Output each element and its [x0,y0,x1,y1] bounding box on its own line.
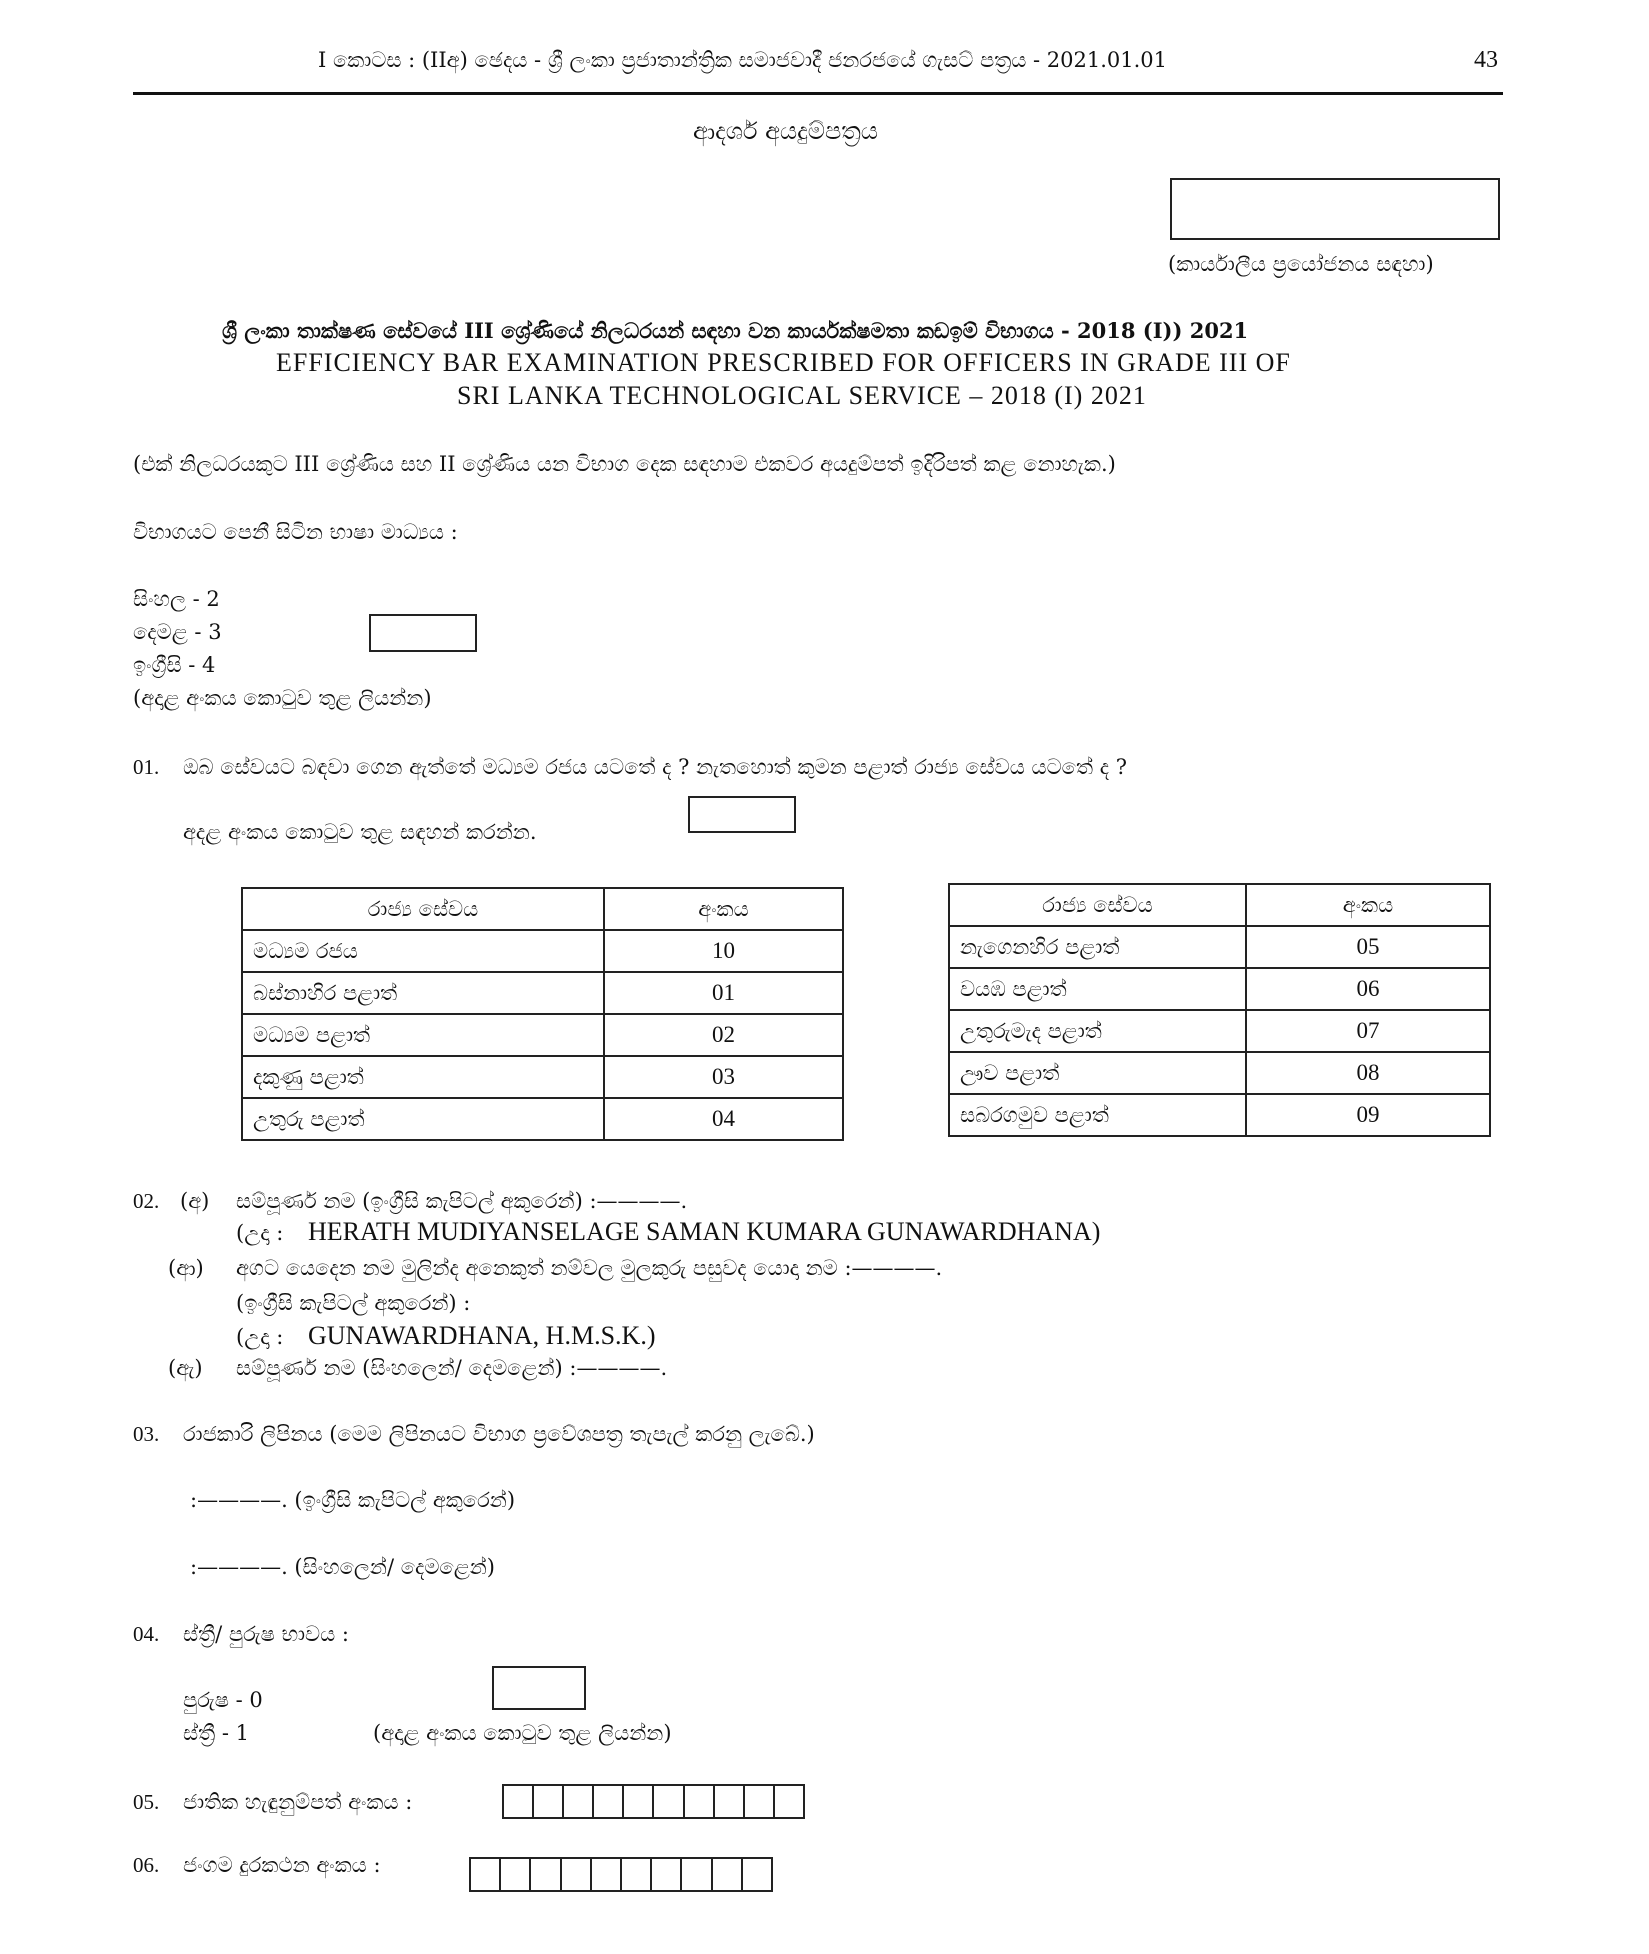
digit-cell[interactable] [685,1786,715,1817]
digit-cell[interactable] [775,1786,803,1817]
digit-cell[interactable] [624,1786,654,1817]
medium-label: විභාගයට පෙනී සිටින භාෂා මාධ්‍යය : [133,520,458,544]
table-header-code: අංකය [1246,884,1490,926]
q02c-marker: (ඇ) [168,1356,203,1380]
table-header-row [242,888,843,930]
service-name: දකුණු පළාත් [242,1056,604,1098]
running-title: I කොටස : (IIඅ) ඡෙදය - ශ්‍රී ලංකා ප්‍රජාතාන්ත්‍රික සමාජවාදී ජනරජයේ ගැසට් පත්‍රය - 2021.01.01 [318,48,1168,72]
service-name: උතුරු පළාත් [242,1098,604,1140]
table-row [242,972,843,1014]
service-code: 10 [604,930,843,972]
service-code: 02 [604,1014,843,1056]
medium-instruction: (අදාළ අංකය කොටුව තුළ ලියන්න) [133,686,432,710]
service-name: මධ්‍යම රජය [242,930,604,972]
digit-cell[interactable] [531,1859,561,1890]
service-name: ඌව පළාත් [949,1052,1246,1094]
digit-cell[interactable] [471,1859,501,1890]
q03-line-sinhala: :————. (සිංහලෙන්/ දෙමළෙන්) [190,1555,495,1579]
table-row [242,1056,843,1098]
service-code: 05 [1246,926,1490,968]
digit-cell[interactable] [564,1786,594,1817]
service-name: උතුරුමැද පළාත් [949,1010,1246,1052]
digit-cell[interactable] [504,1786,534,1817]
digit-cell[interactable] [594,1786,624,1817]
digit-cell[interactable] [743,1859,771,1890]
gender-female: ස්ත්‍රී - 1 [183,1721,249,1745]
service-name: මධ්‍යම පළාත් [242,1014,604,1056]
gender-instruction: (අදාළ අංකය කොටුව තුළ ලියන්න) [373,1721,672,1745]
exam-title-sinhala: ශ්‍රී ලංකා තාක්ෂණ සේවයේ III ශ්‍රේණියේ නිලධරයන් සඳහා වන කාර්යක්ෂමතා කඩඉම් විභාගය - 2018 (I)) 2021 [222,318,1249,343]
q02c-label: සම්පූර්ණ නම (සිංහලෙන්/ දෙමළෙන්) :————. [236,1356,668,1380]
q06-label: ජංගම දුරකථන අංකය : [183,1853,381,1877]
digit-cell[interactable] [622,1859,652,1890]
digit-cell[interactable] [501,1859,531,1890]
service-table-right [948,883,1491,1137]
digit-cell[interactable] [715,1786,745,1817]
table-row [949,968,1490,1010]
q01-number: 01. [133,755,160,779]
q01-instruction: අදළ අංකය කොටුව තුළ සඳහන් කරන්න. [183,820,537,844]
nic-number-field[interactable] [502,1784,805,1819]
q02a-marker: (අ) [180,1189,210,1213]
q03-line-english: :————. (ඉංග්‍රීසි කැපිටල් අකුරෙන්) [190,1488,516,1512]
q01-question: ඔබ සේවයට බඳවා ගෙන ඇත්තේ මධ්‍යම රජය යටතේ ද ? නැතහොත් කුමන පළාත් රාජ්‍ය සේවය යටතේ ද ? [183,755,1127,779]
gender-male: පුරුෂ - 0 [183,1688,263,1712]
q04-label: ස්ත්‍රී/ පුරුෂ භාවය : [183,1622,349,1646]
q02a-example: HERATH MUDIYANSELAGE SAMAN KUMARA GUNAWARDHANA) [308,1217,1101,1246]
q04-number: 04. [133,1622,160,1646]
service-name: සබරගමුව පළාත් [949,1094,1246,1136]
table-row [242,1098,843,1140]
q02b-sub: (ඉංග්‍රීසි කැපිටල් අකුරෙන්) : [236,1291,471,1315]
q02-number: 02. [133,1189,160,1213]
q03-label: රාජකාරි ලිපිනය (මෙම ලිපිනයට විභාග ප්‍රවේශපත්‍ර තැපැල් කරනු ලැබේ.) [183,1422,815,1446]
digit-cell[interactable] [713,1859,743,1890]
exam-title-english-line2: SRI LANKA TECHNOLOGICAL SERVICE – 2018 (I) 2021 [457,381,1147,410]
q06-number: 06. [133,1853,160,1877]
table-row [242,1014,843,1056]
medium-input-box[interactable] [369,614,477,652]
form-title: ආදර්ශ අයදුම්පත්‍රය [693,117,879,145]
table-row [242,930,843,972]
medium-option-sinhala: සිංහල - 2 [133,587,220,611]
service-code: 06 [1246,968,1490,1010]
table-header-service: රාජ්‍ය සේවය [242,888,604,930]
table-row [949,1052,1490,1094]
service-code: 04 [604,1098,843,1140]
digit-cell[interactable] [654,1786,684,1817]
table-row [949,926,1490,968]
medium-option-english: ඉංග්‍රීසි - 4 [133,653,216,677]
q05-number: 05. [133,1790,160,1814]
q02b-marker: (ආ) [168,1256,204,1280]
table-header-service: රාජ්‍ය සේවය [949,884,1246,926]
service-name: වයඹ පළාත් [949,968,1246,1010]
mobile-number-field[interactable] [469,1857,773,1892]
service-table-left [241,887,844,1141]
digit-cell[interactable] [652,1859,682,1890]
table-header-code: අංකය [604,888,843,930]
digit-cell[interactable] [745,1786,775,1817]
q03-number: 03. [133,1422,160,1446]
q02b-example-prefix: (උදා : [236,1325,284,1349]
office-use-box[interactable] [1170,178,1500,240]
service-code: 09 [1246,1094,1490,1136]
digit-cell[interactable] [534,1786,564,1817]
q02b-example: GUNAWARDHANA, H.M.S.K.) [308,1321,656,1350]
service-name: නැගෙනහිර පළාත් [949,926,1246,968]
page-number: 43 [1474,47,1498,73]
medium-option-tamil: දෙමළ - 3 [133,620,222,644]
gender-input-box[interactable] [492,1666,586,1710]
q02b-label: අගට යෙදෙන නම මුලින්ද අනෙකුත් නම්වල මුලකුරු පසුවද යොදා නම :————. [236,1256,943,1280]
header-rule [133,92,1503,95]
service-code: 08 [1246,1052,1490,1094]
office-use-label: (කාර්යාලීය ප්‍රයෝජනය සඳහා) [1168,252,1434,276]
service-name: බස්නාහිර පළාත් [242,972,604,1014]
service-code: 07 [1246,1010,1490,1052]
digit-cell[interactable] [682,1859,712,1890]
application-note: (එක් නිලධරයකුට III ශ්‍රේණිය සහ II ශ්‍රේණිය යන විභාග දෙක සඳහාම එකවර අයදුම්පත් ඉදිරිපත් කළ නොහැක.) [133,452,1116,476]
table-header-row [949,884,1490,926]
digit-cell[interactable] [592,1859,622,1890]
table-row [949,1094,1490,1136]
service-code: 01 [604,972,843,1014]
digit-cell[interactable] [562,1859,592,1890]
q02a-example-prefix: (උදා : [236,1221,284,1245]
service-code: 03 [604,1056,843,1098]
q05-label: ජාතික හැඳුනුම්පත් අංකය : [183,1790,413,1814]
table-row [949,1010,1490,1052]
exam-title-english-line1: EFFICIENCY BAR EXAMINATION PRESCRIBED FOR OFFICERS IN GRADE III OF [276,348,1291,377]
q02a-label: සම්පූර්ණ නම (ඉංග්‍රීසි කැපිටල් අකුරෙන්) :————. [236,1189,688,1213]
q01-input-box[interactable] [688,796,796,833]
